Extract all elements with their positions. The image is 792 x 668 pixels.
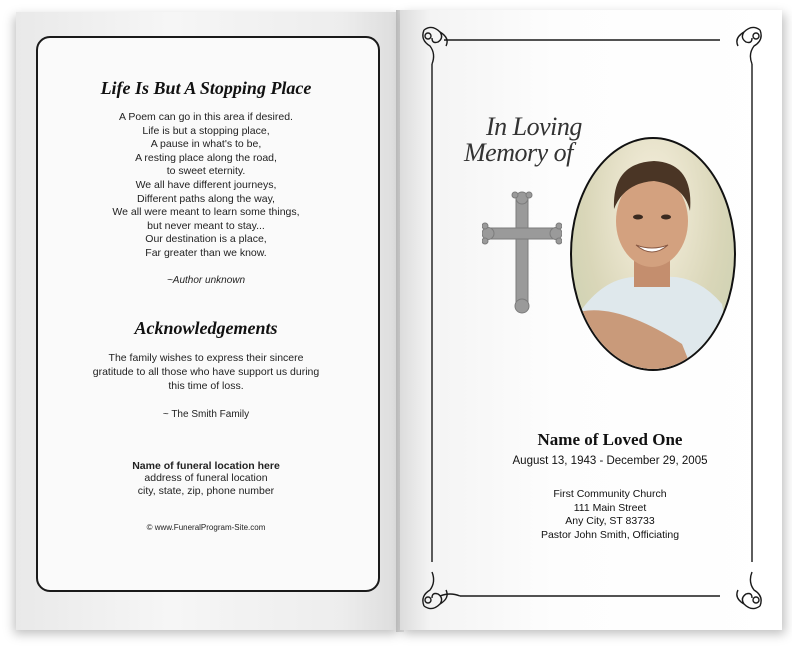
left-page-content [46, 38, 366, 532]
poem-line: Far greater than we know. [145, 246, 267, 259]
ack-signature: ~ The Smith Family [162, 408, 250, 420]
poem [46, 111, 366, 261]
ack-line: gratitude to all those who have support us during [92, 365, 320, 378]
poem-line: We all were meant to learn some things, [112, 206, 300, 219]
deceased-name: Name of Loved One [537, 430, 683, 449]
funeral-location-title: Name of funeral location here [132, 459, 280, 472]
poem-line: but never meant to stay... [147, 219, 265, 232]
right-page [400, 10, 782, 630]
cross-icon [482, 190, 562, 316]
poem-title: Life Is But A Stopping Place [100, 78, 312, 98]
poem-line: Different paths along the way, [137, 192, 275, 205]
poem-line: Life is but a stopping place, [142, 124, 270, 137]
church-line: First Community Church [553, 488, 667, 500]
website-credit: © www.FuneralProgram-Site.com [146, 522, 266, 532]
ack-line: The family wishes to express their sincere [108, 351, 304, 364]
poem-line: A resting place along the road, [135, 151, 277, 164]
poem-author: ~Author unknown [166, 274, 246, 286]
poem-line: We all have different journeys, [135, 178, 277, 191]
poem-line: A Poem can go in this area if desired. [119, 111, 293, 123]
poem-line: to sweet eternity. [166, 165, 246, 178]
portrait-photo [570, 137, 736, 371]
portrait-image [572, 139, 734, 369]
funeral-location-line: city, state, zip, phone number [137, 485, 275, 498]
life-dates: August 13, 1943 - December 29, 2005 [512, 455, 708, 467]
funeral-location-line: address of funeral location [144, 471, 268, 484]
poem-line: Our destination is a place, [145, 233, 267, 246]
script-line: Memory of [464, 138, 573, 167]
in-loving-memory-script [464, 114, 584, 166]
church-line: Pastor John Smith, Officiating [540, 528, 680, 541]
poem-line: A pause in what's to be, [150, 138, 262, 151]
ack-line: this time of loss. [168, 379, 244, 392]
church-line: Any City, ST 83733 [565, 515, 655, 527]
script-line: In Loving [486, 112, 582, 141]
left-page [16, 12, 400, 630]
church-line: 111 Main Street [573, 501, 647, 514]
service-details [490, 488, 730, 542]
acknowledgements-title: Acknowledgements [134, 317, 278, 338]
